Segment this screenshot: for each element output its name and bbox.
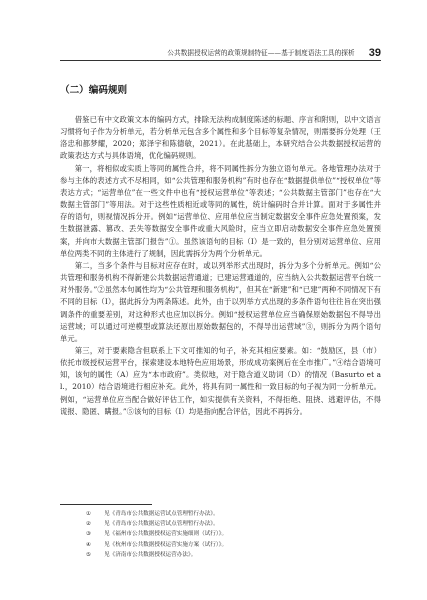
paragraph: 借鉴已有中文政策文本的编码方式，排除无法构成制度陈述的标题、序言和附则，以中文语言习惯将句子作为分析单元，若分析单元包含多个属性和多个目标等复杂情况，则需要拆分处理（王洛忠和都梦耀，2020；郑泽宇和陈德敏，2021）。在此基础上，本研究结合公共数据授权运营的政策表达方式与具体语境，优化编码规则。 (60, 115, 381, 161)
footnote (86, 519, 381, 529)
footnote-text: 见《福州市公共数据授权运营实施细则（试行）》。 (104, 531, 228, 538)
running-title: 公共数据授权运营的政策规制特征——基于制度语法工具的探析 (167, 49, 355, 57)
section-heading: （二）编码规则 (60, 85, 128, 96)
paragraph: 第二，当多个条件与目标对应存在时，或以列举形式出现时，拆分为多个分析单元。例如“公共管理和服务机构不得新建公共数据运营通道；已建运营通道的，应当纳入公共数据运营平台统一对外服务。”②虽然本句属性均为“公共管理和服务机构”，但其在“新建”和“已建”两种不同情况下有不同的目标（I），据此拆分为两条陈述。此外，由于以列举方式出现的多条件语句往往旨在突出强调条件的重要差别，对这种形式也应加以拆分。例如“授权运营单位应当确保原始数据包不得导出运营域；可以通过可逆模型或算法还原出原始数据包的，不得导出运营域”③，则拆分为两个语句单元。 (60, 260, 381, 343)
footnote-text: 见《青岛市公共数据运营试点管理暂行办法》。 (104, 511, 219, 517)
footnotes (86, 509, 381, 560)
body-text (60, 114, 381, 418)
footnote-mark: ⑤ (86, 551, 92, 558)
footnote-mark: ① (86, 511, 92, 517)
footnote (86, 509, 381, 519)
footnote-mark: ③ (86, 531, 92, 538)
footnote-text: 见《青岛市公共数据运营试点管理暂行办法》。 (104, 521, 219, 528)
footnote-text: 见《杭州市公共数据授权运营实施方案（试行）》。 (104, 541, 228, 548)
footnote (86, 550, 381, 560)
paragraph: 第一，将相似或实质上等同的属性合并，将不同属性拆分为独立语句单元。各地管理办法对于参与主体的表述方式不尽相同，如“公共管理和服务机构”有时也存在“数据提供单位”“授权单位”等表达方式；“运营单位”在一些文件中也有“授权运营单位”等表述；“公共数据主管部门”也存在“大数据主管部门”等用法。对于这些性质相近或等同的属性，统计编码时合并计算。面对于多属性并存的语句，则视情况拆分开。例如“运营单位、应用单位应当制定数据安全事件应急处置预案，发生数据泄露、篡改、丢失等数据安全事件或重大风险时，应当立即启动数据安全事件应急处置预案，并向市大数据主管部门报告”①。虽然该语句的目标（I）是一致的，但分别对运营单位、应用单位两类不同的主体进行了规制，因此需拆分为两个分析单元。 (60, 163, 381, 258)
footnote-divider (60, 504, 152, 505)
footnote (86, 529, 381, 539)
paragraph: 第三，对于要素隐含但联系上下文可推知的句子，补充其相应要素。如：“鼓励区，县（市）依托市级授权运营平台，探索建设本地特色应用场景，形成成功案例后在全市推广。”④结合语境可知，该句的属性（A）应为“本市政府”。类似地，对于隐含道义助词（D）的情况（Basurto et al.，2010）结合语境进行相应补充。此外，将具有同一属性和一致目标的句子视为同一分析单元。例如，“运营单位应当配合做好评估工作，如实提供有关资料，不得拒绝、阻挠、逃避评估，不得谎报、隐匿、瞒报。”⑤该句的目标（I）均是指向配合评估，因此不再拆分。 (60, 345, 381, 416)
footnote (86, 540, 381, 550)
footnote-text: 见《济南市公共数据授权运营办法》。 (104, 551, 197, 558)
footnote-mark: ② (86, 521, 92, 528)
running-header (60, 44, 381, 61)
page-number: 39 (368, 47, 381, 59)
footnote-mark: ④ (86, 541, 92, 548)
